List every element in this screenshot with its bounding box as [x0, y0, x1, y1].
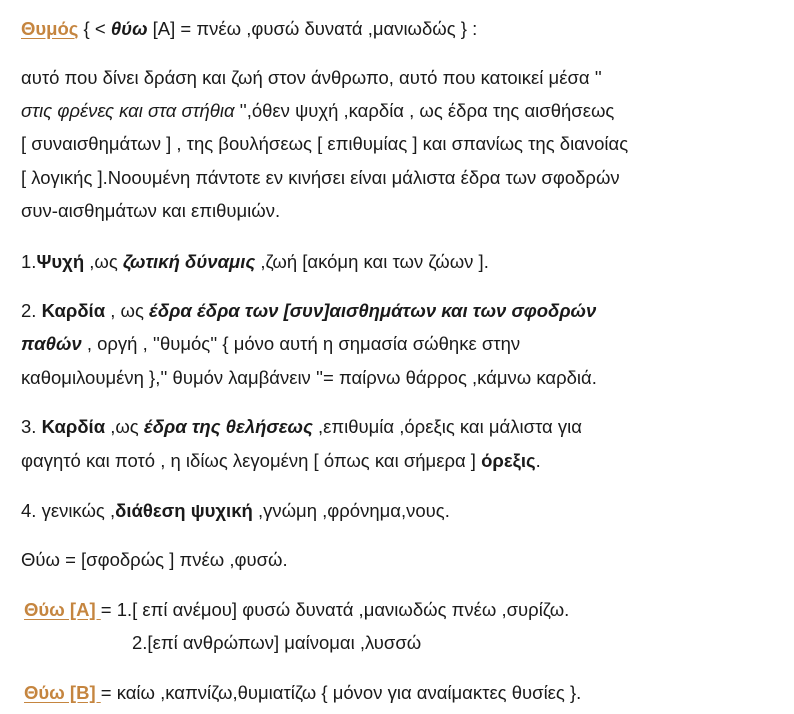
sense-3-line-1	[21, 418, 582, 437]
thyo-b-link[interactable]: Θύω [Β]	[24, 682, 101, 703]
intro-line-2	[21, 102, 614, 121]
thyo-a-line-2: 2.[επί ανθρώπων] μαίνομαι ,λυσσώ	[132, 632, 422, 653]
sense-2-line-2-rest: , οργή , ''θυμός'' { μόνο αυτή η σημασία σώθηκε στην	[81, 333, 521, 354]
sense-2-term: Καρδία	[41, 300, 106, 321]
entry-heading	[21, 20, 477, 39]
heading-rest: [Α] = πνέω ,φυσώ δυνατά ,μανιωδώς } :	[147, 18, 478, 39]
intro-italic: στις φρένες και στα στήθια	[21, 100, 235, 121]
sense-3-line-2-start: φαγητό και ποτό , η ιδίως λεγομένη [ όπως και σήμερα ]	[21, 450, 482, 471]
sense-2-line-1	[21, 302, 596, 321]
sense-4-number: 4. γενικώς ,	[21, 500, 116, 521]
sense-3-mid: ,ως	[105, 416, 144, 437]
sense-1-number: 1.	[21, 251, 37, 272]
thyo-b-line	[24, 684, 581, 703]
thyo-a-sense-1: = 1.[ επί ανέμου] φυσώ δυνατά ,μανιωδώς πνέω ,συρίζω.	[100, 599, 570, 620]
thyo-a-link[interactable]: Θύω [Α]	[24, 599, 101, 620]
sense-4-term: διάθεση ψυχική	[115, 500, 253, 521]
sense-3-term: Καρδία	[41, 416, 106, 437]
sense-2-phrase: έδρα έδρα των [συν]αισθημάτων και των σφοδρών	[149, 300, 597, 321]
thyo-a-line-1	[24, 601, 569, 620]
sense-3-line-2-end: .	[535, 450, 541, 471]
thyo-definition: Θύω = [σφοδρώς ] πνέω ,φυσώ.	[21, 549, 288, 570]
heading-open: { <	[78, 18, 111, 39]
intro-line-4: [ λογικής ].Νοουμένη πάντοτε εν κινήσει είναι μάλιστα έδρα των σφοδρών	[21, 167, 620, 188]
thyo-b-sense: = καίω ,καπνίζω,θυμιατίζω { μόνον για αναίμακτες θυσίες }.	[100, 682, 582, 703]
intro-line-2-rest: '',όθεν ψυχή ,καρδία , ως έδρα της αισθήσεως	[234, 100, 615, 121]
sense-4	[21, 502, 450, 521]
intro-line-1: αυτό που δίνει δράση και ζωή στον άνθρωπο, αυτό που κατοικεί μέσα ''	[21, 67, 602, 88]
sense-1-rest: ,ζωή [ακόμη και των ζώων ].	[255, 251, 489, 272]
sense-3-line-2	[21, 452, 541, 471]
sense-1-term: Ψυχή	[36, 251, 85, 272]
sense-2-line-3: καθομιλουμένη },'' θυμόν λαμβάνειν ''= παίρνω θάρρος ,κάμνω καρδιά.	[21, 367, 597, 388]
sense-3-phrase: έδρα της θελήσεως	[143, 416, 313, 437]
sense-2-mid: , ως	[105, 300, 149, 321]
intro-line-5: συν-αισθημάτων και επιθυμιών.	[21, 200, 281, 221]
heading-root: θύω	[110, 18, 148, 39]
sense-2-phrase-end: παθών	[21, 333, 82, 354]
sense-2-line-2	[21, 335, 520, 354]
sense-3-line-1-rest: ,επιθυμία ,όρεξις και μάλιστα για	[312, 416, 582, 437]
intro-line-3: [ συναισθημάτων ] , της βουλήσεως [ επιθυμίας ] και σπανίως της διανοίας	[21, 133, 629, 154]
sense-1-phrase: ζωτική δύναμις	[122, 251, 256, 272]
sense-1-mid: ,ως	[84, 251, 123, 272]
sense-3-orexis: όρεξις	[481, 450, 536, 471]
sense-4-rest: ,γνώμη ,φρόνημα,νους.	[252, 500, 450, 521]
sense-2-number: 2.	[21, 300, 42, 321]
sense-3-number: 3.	[21, 416, 42, 437]
sense-1	[21, 253, 489, 272]
lemma-link[interactable]: Θυμός	[21, 18, 79, 39]
